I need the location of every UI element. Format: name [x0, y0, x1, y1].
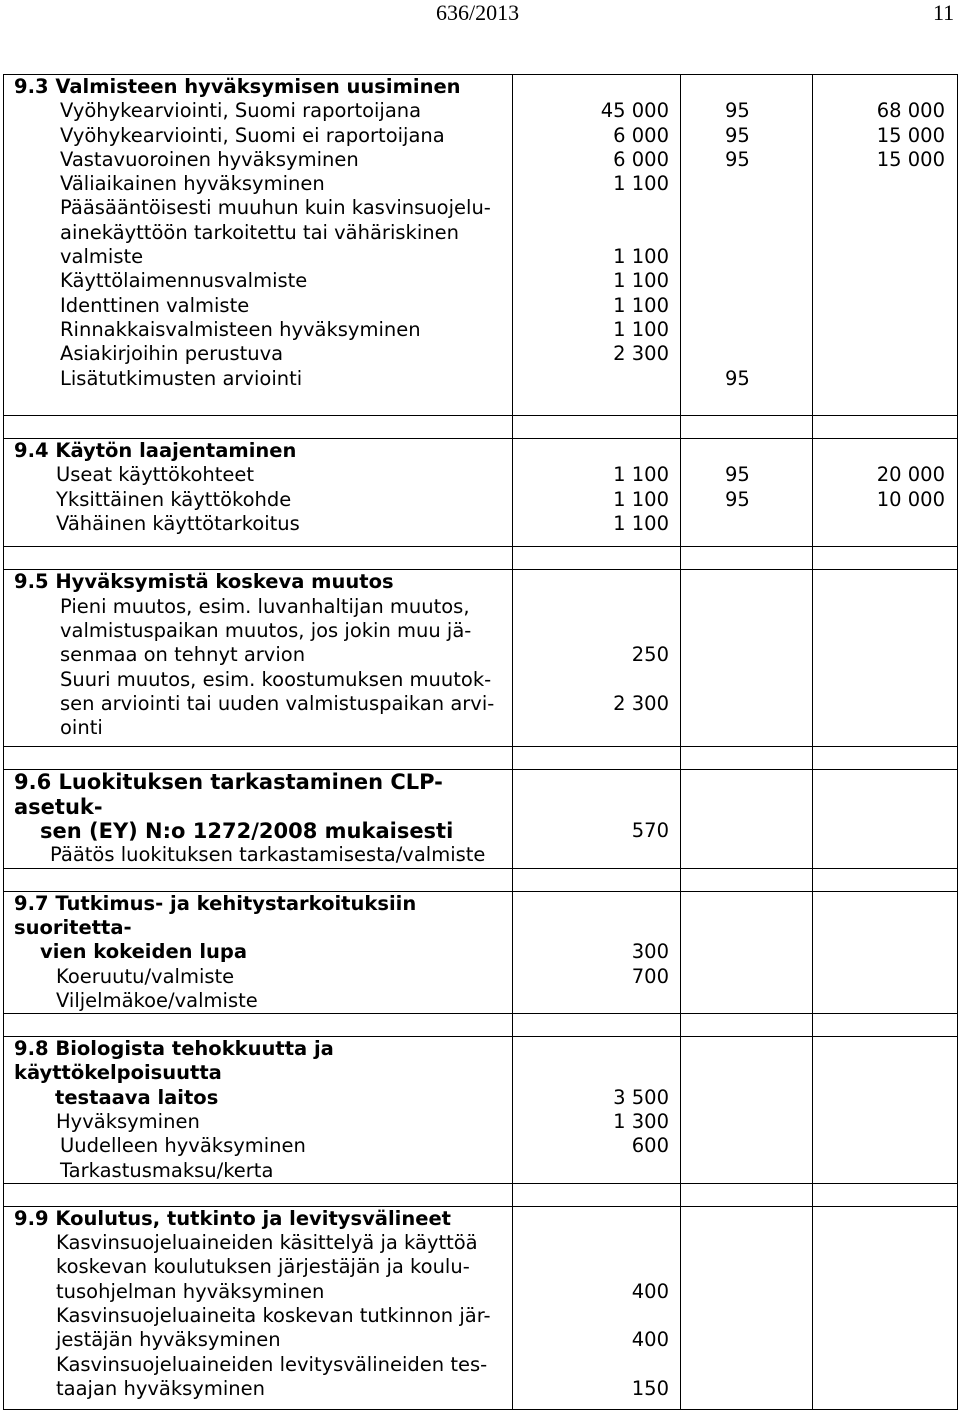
section-9-8-row	[4, 1037, 958, 1184]
item-label: Identtinen valmiste	[60, 293, 250, 317]
item-label: ointi	[60, 716, 103, 740]
section-9-5-fees	[513, 570, 681, 747]
col4-value: 20 000	[876, 463, 945, 487]
item-label: Suuri muutos, esim. koostumuksen muutok-	[60, 667, 492, 691]
section-9-9-col4	[813, 1206, 958, 1409]
col4-value: 15 000	[876, 147, 945, 171]
fee-value: 1 100	[613, 487, 669, 511]
item-label: Kasvinsuojeluaineiden levitysvälineiden tes-	[56, 1352, 488, 1376]
section-9-8-col4	[813, 1037, 958, 1184]
fee-value: 1 100	[613, 245, 669, 269]
item-label: Viljelmäkoe/valmiste	[56, 988, 258, 1012]
section-9-6-row	[4, 770, 958, 868]
section-9-4-row	[4, 439, 958, 547]
item-label: Väliaikainen hyväksyminen	[60, 172, 325, 196]
col3-value: 95	[725, 487, 750, 511]
spacer-row	[4, 1014, 958, 1037]
item-label: tusohjelman hyväksyminen	[56, 1279, 325, 1303]
fee-value: 1 100	[613, 512, 669, 536]
section-9-8-col3	[681, 1037, 813, 1184]
section-9-5-description	[4, 570, 513, 747]
item-label: Hyväksyminen	[56, 1109, 200, 1133]
col4-value: 68 000	[876, 99, 945, 123]
section-9-6-col4	[813, 770, 958, 868]
document-number: 636/2013	[436, 0, 520, 25]
section-9-7-items	[4, 965, 512, 1014]
item-label: taajan hyväksyminen	[56, 1376, 265, 1400]
col4-value: 10 000	[876, 487, 945, 511]
section-9-7-col3	[681, 891, 813, 1013]
section-9-3-row	[4, 75, 958, 416]
item-label: Pääsääntöisesti muuhun kuin kasvinsuojelu-	[60, 196, 491, 220]
section-9-8-description	[4, 1037, 513, 1184]
spacer-row	[4, 416, 958, 439]
section-title-line: vien kokeiden lupa	[40, 940, 248, 964]
section-title: 9.4 Käytön laajentaminen	[14, 439, 297, 463]
fee-value: 300	[631, 940, 669, 964]
section-9-7-col4	[813, 891, 958, 1013]
item-label: Vyöhykearviointi, Suomi raportoijana	[60, 99, 422, 123]
item-label: Yksittäinen käyttökohde	[56, 487, 292, 511]
section-title-line: 9.6 Luokituksen tarkastaminen CLP- asetuk-	[14, 770, 443, 819]
section-title-line: 9.8 Biologista tehokkuutta ja käyttökelpoisuutta	[14, 1037, 334, 1085]
section-9-3-col3	[681, 75, 813, 416]
item-label: Asiakirjoihin perustuva	[60, 342, 284, 366]
spacer-row	[4, 868, 958, 891]
fee-value: 150	[631, 1376, 669, 1400]
section-9-7-fees	[513, 891, 681, 1013]
section-9-5-col3	[681, 570, 813, 747]
item-label: Vähäinen käyttötarkoitus	[56, 512, 300, 536]
fee-value: 45 000	[600, 99, 669, 123]
section-9-3-items	[4, 99, 512, 391]
section-9-8-fees	[513, 1037, 681, 1184]
section-9-8-items	[4, 1110, 512, 1183]
section-9-6-description	[4, 770, 513, 868]
page-header	[0, 0, 960, 40]
item-label: Pieni muutos, esim. luvanhaltijan muutos,	[60, 594, 470, 618]
fee-value: 1 100	[613, 317, 669, 341]
fee-value: 1 100	[613, 463, 669, 487]
section-9-4-col4	[813, 439, 958, 547]
section-9-5-row	[4, 570, 958, 747]
fee-value: 600	[631, 1134, 669, 1158]
fee-value: 400	[631, 1328, 669, 1352]
fee-value: 700	[631, 964, 669, 988]
fee-value: 570	[631, 819, 669, 843]
fee-value: 250	[631, 643, 669, 667]
item-label: Kasvinsuojeluaineiden käsittelyä ja käyttöä	[56, 1231, 478, 1255]
fee-value: 400	[631, 1279, 669, 1303]
section-9-6-fees	[513, 770, 681, 868]
section-9-9-row	[4, 1206, 958, 1409]
item-label: Käyttölaimennusvalmiste	[60, 269, 308, 293]
section-9-4-items	[4, 463, 512, 536]
section-9-3-col4	[813, 75, 958, 416]
spacer-row	[4, 1183, 958, 1206]
spacer-row	[4, 547, 958, 570]
col3-value: 95	[725, 147, 750, 171]
fee-value: 1 100	[613, 269, 669, 293]
col3-value: 95	[725, 366, 750, 390]
fee-table	[3, 74, 958, 1410]
item-label: Useat käyttökohteet	[56, 463, 255, 487]
section-9-4-fees	[513, 439, 681, 547]
col3-value: 95	[725, 123, 750, 147]
section-9-9-fees	[513, 1206, 681, 1409]
section-title: 9.3 Valmisteen hyväksymisen uusiminen	[14, 75, 461, 98]
fee-value: 3 500	[613, 1085, 669, 1109]
item-label: Rinnakkaisvalmisteen hyväksyminen	[60, 317, 421, 341]
fee-value: 1 300	[613, 1109, 669, 1133]
item-label: jestäjän hyväksyminen	[56, 1328, 281, 1352]
item-label: Koeruutu/valmiste	[56, 964, 235, 988]
item-label: senmaa on tehnyt arvion	[60, 643, 306, 667]
col3-value: 95	[725, 99, 750, 123]
section-9-3-description	[4, 75, 513, 416]
fee-value: 1 100	[613, 172, 669, 196]
section-9-6-col3	[681, 770, 813, 868]
section-title-line: sen (EY) N:o 1272/2008 mukaisesti	[40, 819, 454, 844]
section-9-7-description	[4, 891, 513, 1013]
item-label: valmistuspaikan muutos, jos jokin muu jä-	[60, 618, 472, 642]
section-9-7-row	[4, 891, 958, 1013]
page-number: 11	[933, 0, 955, 25]
section-9-4-description	[4, 439, 513, 547]
section-9-9-items	[4, 1231, 512, 1401]
item-label: Lisätutkimusten arviointi	[60, 366, 303, 390]
item-label: Uudelleen hyväksyminen	[60, 1134, 306, 1158]
col4-value: 15 000	[876, 123, 945, 147]
section-9-4-col3	[681, 439, 813, 547]
item-label: Vyöhykearviointi, Suomi ei raportoijana	[60, 123, 445, 147]
fee-value: 2 300	[613, 342, 669, 366]
section-title-line: testaava laitos	[55, 1085, 219, 1109]
spacer-row	[4, 747, 958, 770]
item-label: Päätös luokituksen tarkastamisesta/valmiste	[50, 843, 486, 867]
item-label: koskevan koulutuksen järjestäjän ja koulu-	[56, 1255, 470, 1279]
item-label: Kasvinsuojeluaineita koskevan tutkinnon jär-	[56, 1304, 491, 1328]
item-label: valmiste	[60, 245, 144, 269]
item-label: Vastavuoroinen hyväksyminen	[60, 147, 359, 171]
section-9-9-col3	[681, 1206, 813, 1409]
item-label: Tarkastusmaksu/kerta	[60, 1158, 274, 1182]
fee-value: 6 000	[613, 147, 669, 171]
section-9-5-items	[4, 595, 512, 741]
section-9-9-description	[4, 1206, 513, 1409]
col3-value: 95	[725, 463, 750, 487]
fee-value: 6 000	[613, 123, 669, 147]
section-title: 9.9 Koulutus, tutkinto ja levitysvälineet	[14, 1206, 451, 1230]
section-title: 9.5 Hyväksymistä koskeva muutos	[14, 570, 394, 594]
section-9-3-fees	[513, 75, 681, 416]
item-label: ainekäyttöön tarkoitettu tai vähäriskinen	[60, 220, 459, 244]
item-label: sen arviointi tai uuden valmistuspaikan arvi-	[60, 691, 495, 715]
fee-value: 2 300	[613, 691, 669, 715]
section-title-line: 9.7 Tutkimus- ja kehitystarkoituksiin suoritetta-	[14, 891, 417, 939]
fee-value: 1 100	[613, 293, 669, 317]
section-9-5-col4	[813, 570, 958, 747]
